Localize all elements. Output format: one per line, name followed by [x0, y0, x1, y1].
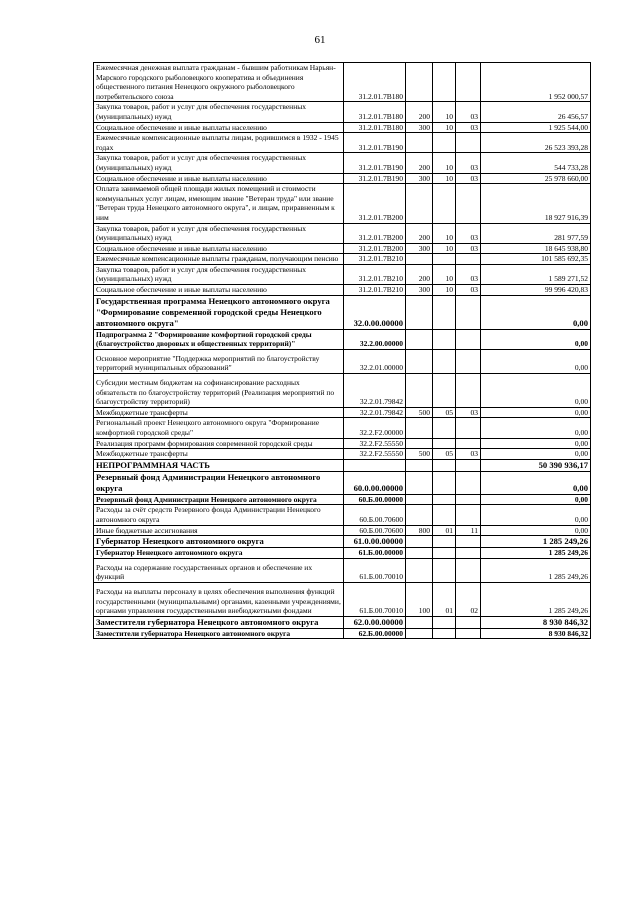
row-name: Социальное обеспечение и иные выплаты населению — [94, 285, 344, 296]
row-amount: 1 285 249,26 — [481, 548, 591, 559]
row-expense-type — [406, 628, 433, 639]
row-expense-type — [406, 494, 433, 505]
row-subsection: 03 — [456, 102, 481, 122]
table-row — [94, 548, 591, 559]
row-section — [433, 418, 456, 438]
row-subsection: 03 — [456, 243, 481, 254]
row-name: Заместители губернатора Ненецкого автономного округа — [94, 616, 344, 628]
row-section — [433, 184, 456, 223]
table-row — [94, 505, 591, 525]
row-amount: 0,00 — [481, 525, 591, 536]
row-expense-type — [406, 438, 433, 449]
row-code: 31.2.01.7В180 — [344, 122, 406, 133]
row-section: 10 — [433, 243, 456, 254]
page-number: 61 — [314, 34, 326, 46]
table-row — [94, 349, 591, 373]
row-amount: 1 952 000,57 — [481, 63, 591, 102]
row-amount: 0,00 — [481, 349, 591, 373]
row-section — [433, 548, 456, 559]
table-row — [94, 122, 591, 133]
row-code: 31.2.01.7В210 — [344, 254, 406, 265]
row-subsection — [456, 505, 481, 525]
row-section: 01 — [433, 525, 456, 536]
table-row — [94, 374, 591, 408]
row-code: 61.0.00.00000 — [344, 536, 406, 548]
row-expense-type: 300 — [406, 285, 433, 296]
table-row — [94, 254, 591, 265]
row-subsection — [456, 628, 481, 639]
row-section: 10 — [433, 153, 456, 173]
row-amount: 99 996 420,83 — [481, 285, 591, 296]
row-amount: 1 285 249,26 — [481, 536, 591, 548]
row-amount: 544 733,28 — [481, 153, 591, 173]
row-code: 32.2.F2.55550 — [344, 449, 406, 460]
row-subsection — [456, 374, 481, 408]
row-expense-type — [406, 63, 433, 102]
table-row — [94, 471, 591, 494]
row-section — [433, 494, 456, 505]
row-section: 01 — [433, 582, 456, 616]
row-amount: 0,00 — [481, 418, 591, 438]
row-name: Резервный фонд Администрации Ненецкого автономного округа — [94, 471, 344, 494]
table-row — [94, 153, 591, 173]
row-subsection — [456, 254, 481, 265]
row-expense-type — [406, 558, 433, 582]
row-section — [433, 438, 456, 449]
row-section — [433, 63, 456, 102]
row-name: Социальное обеспечение и иные выплаты населению — [94, 173, 344, 184]
row-section — [433, 616, 456, 628]
row-expense-type — [406, 536, 433, 548]
table-row — [94, 418, 591, 438]
row-name: Подпрограмма 2 "Формирование комфортной городской среды (благоустройство дворовых и общественных территорий)" — [94, 329, 344, 349]
row-name: Ежемесячная денежная выплата гражданам - бывшим работникам Нарьян-Марского городского рыболовецкого кооператива и объединения общественного питания Ненецкого окружного рыболовецкого потребительского союза — [94, 63, 344, 102]
row-code: 62.Б.00.00000 — [344, 628, 406, 639]
row-expense-type: 300 — [406, 243, 433, 254]
budget-table-body — [94, 63, 591, 639]
row-code: 61.Б.00.70010 — [344, 582, 406, 616]
row-subsection: 03 — [456, 173, 481, 184]
row-amount: 18 927 916,39 — [481, 184, 591, 223]
row-expense-type — [406, 459, 433, 471]
row-name: Иные бюджетные ассигнования — [94, 525, 344, 536]
table-row — [94, 264, 591, 284]
row-amount: 18 645 938,80 — [481, 243, 591, 254]
table-row — [94, 628, 591, 639]
row-name: Реализация программ формирования современной городской среды — [94, 438, 344, 449]
row-section: 10 — [433, 264, 456, 284]
row-code: 31.2.01.7В210 — [344, 285, 406, 296]
row-amount: 8 930 846,32 — [481, 628, 591, 639]
row-section: 05 — [433, 407, 456, 418]
row-section: 10 — [433, 122, 456, 133]
row-section — [433, 558, 456, 582]
row-subsection: 03 — [456, 223, 481, 243]
row-section — [433, 536, 456, 548]
row-subsection: 03 — [456, 449, 481, 460]
row-amount: 0,00 — [481, 471, 591, 494]
row-section — [433, 628, 456, 639]
table-row — [94, 407, 591, 418]
row-expense-type — [406, 133, 433, 153]
row-section — [433, 295, 456, 329]
row-code: 31.2.01.7В200 — [344, 223, 406, 243]
row-name: Расходы на содержание государственных органов и обеспечение их функций — [94, 558, 344, 582]
row-amount: 0,00 — [481, 295, 591, 329]
row-amount: 0,00 — [481, 449, 591, 460]
table-row — [94, 184, 591, 223]
row-subsection — [456, 536, 481, 548]
row-code: 32.2.01.79842 — [344, 407, 406, 418]
row-code: 31.2.01.7В200 — [344, 243, 406, 254]
row-amount: 1 589 271,52 — [481, 264, 591, 284]
table-row — [94, 438, 591, 449]
row-amount: 0,00 — [481, 329, 591, 349]
row-amount: 8 930 846,32 — [481, 616, 591, 628]
row-subsection — [456, 184, 481, 223]
row-subsection — [456, 133, 481, 153]
row-code: 32.2.00.00000 — [344, 329, 406, 349]
row-amount: 0,00 — [481, 407, 591, 418]
row-name: Расходы на выплаты персоналу в целях обеспечения выполнения функций государственными (муниципальными) органами, казенными учреждениями, органами управления государственными внебюджетными фондами — [94, 582, 344, 616]
row-code: 60.Б.00.70600 — [344, 525, 406, 536]
row-subsection: 03 — [456, 285, 481, 296]
row-code: 61.Б.00.00000 — [344, 548, 406, 559]
table-row — [94, 449, 591, 460]
budget-table — [93, 62, 591, 639]
row-subsection: 11 — [456, 525, 481, 536]
row-section: 10 — [433, 223, 456, 243]
row-expense-type: 100 — [406, 582, 433, 616]
row-code: 31.2.01.7В190 — [344, 173, 406, 184]
row-expense-type: 200 — [406, 264, 433, 284]
row-name: Заместители губернатора Ненецкого автономного округа — [94, 628, 344, 639]
row-expense-type — [406, 418, 433, 438]
row-section — [433, 133, 456, 153]
table-row — [94, 525, 591, 536]
row-section: 10 — [433, 285, 456, 296]
table-row — [94, 63, 591, 102]
table-row — [94, 582, 591, 616]
row-code: 31.2.01.7В190 — [344, 153, 406, 173]
row-expense-type — [406, 374, 433, 408]
row-amount: 26 456,57 — [481, 102, 591, 122]
table-row — [94, 295, 591, 329]
row-subsection — [456, 471, 481, 494]
row-code: 31.2.01.7В180 — [344, 63, 406, 102]
row-section: 10 — [433, 173, 456, 184]
row-name: Оплата занимаемой общей площади жилых помещений и стоимости коммунальных услуг лицам, имеющим звание "Ветеран труда" или звание "Ветеран труда Ненецкого автономного округа", и лицам, приравненным к ним — [94, 184, 344, 223]
row-code: 31.2.01.7В200 — [344, 184, 406, 223]
row-amount: 50 390 936,17 — [481, 459, 591, 471]
row-amount: 1 285 249,26 — [481, 558, 591, 582]
row-section — [433, 329, 456, 349]
row-code: 31.2.01.7В210 — [344, 264, 406, 284]
row-section: 10 — [433, 102, 456, 122]
row-subsection — [456, 548, 481, 559]
row-name: Ежемесячные компенсационные выплаты лицам, родившимся в 1932 - 1945 годах — [94, 133, 344, 153]
row-name: Региональный проект Ненецкого автономного округа "Формирование комфортной городской среды" — [94, 418, 344, 438]
row-name: НЕПРОГРАММНАЯ ЧАСТЬ — [94, 459, 344, 471]
row-amount: 26 523 393,28 — [481, 133, 591, 153]
row-code: 31.2.01.7В180 — [344, 102, 406, 122]
row-expense-type: 500 — [406, 407, 433, 418]
row-name: Межбюджетные трансферты — [94, 449, 344, 460]
row-subsection: 03 — [456, 264, 481, 284]
row-name: Социальное обеспечение и иные выплаты населению — [94, 243, 344, 254]
row-amount: 0,00 — [481, 438, 591, 449]
row-subsection: 03 — [456, 153, 481, 173]
row-code: 60.0.00.00000 — [344, 471, 406, 494]
table-row — [94, 285, 591, 296]
row-section: 05 — [433, 449, 456, 460]
row-subsection: 02 — [456, 582, 481, 616]
row-code: 62.0.00.00000 — [344, 616, 406, 628]
row-code: 60.Б.00.70600 — [344, 505, 406, 525]
row-name: Субсидии местным бюджетам на софинансирование расходных обязательств по благоустройству территорий (Реализация мероприятий по благоустройству территорий) — [94, 374, 344, 408]
row-section — [433, 471, 456, 494]
row-code: 32.2.01.00000 — [344, 349, 406, 373]
row-code: 31.2.01.7В190 — [344, 133, 406, 153]
table-row — [94, 243, 591, 254]
row-code: 32.2.F2.00000 — [344, 418, 406, 438]
row-code — [344, 459, 406, 471]
row-expense-type — [406, 616, 433, 628]
row-expense-type: 200 — [406, 153, 433, 173]
row-subsection — [456, 418, 481, 438]
row-code: 32.2.01.79842 — [344, 374, 406, 408]
row-name: Закупка товаров, работ и услуг для обеспечения государственных (муниципальных) нужд — [94, 223, 344, 243]
row-name: Закупка товаров, работ и услуг для обеспечения государственных (муниципальных) нужд — [94, 102, 344, 122]
row-expense-type — [406, 471, 433, 494]
row-expense-type: 800 — [406, 525, 433, 536]
row-amount: 0,00 — [481, 494, 591, 505]
table-row — [94, 558, 591, 582]
row-amount: 281 977,59 — [481, 223, 591, 243]
row-name: Губернатор Ненецкого автономного округа — [94, 536, 344, 548]
table-row — [94, 133, 591, 153]
row-name: Закупка товаров, работ и услуг для обеспечения государственных (муниципальных) нужд — [94, 264, 344, 284]
row-code: 60.Б.00.00000 — [344, 494, 406, 505]
row-expense-type: 500 — [406, 449, 433, 460]
row-subsection — [456, 349, 481, 373]
row-subsection — [456, 494, 481, 505]
row-amount: 0,00 — [481, 505, 591, 525]
row-name: Основное мероприятие "Поддержка мероприятий по благоустройству территорий муниципальных образований" — [94, 349, 344, 373]
row-expense-type — [406, 349, 433, 373]
row-section — [433, 505, 456, 525]
table-row — [94, 616, 591, 628]
row-name: Государственная программа Ненецкого автономного округа "Формирование современной городской среды Ненецкого автономного округа" — [94, 295, 344, 329]
row-code: 32.2.F2.55550 — [344, 438, 406, 449]
row-expense-type — [406, 548, 433, 559]
row-name: Межбюджетные трансферты — [94, 407, 344, 418]
row-amount: 1 925 544,00 — [481, 122, 591, 133]
table-row — [94, 173, 591, 184]
row-amount: 101 585 692,35 — [481, 254, 591, 265]
row-subsection — [456, 438, 481, 449]
row-expense-type — [406, 254, 433, 265]
table-row — [94, 329, 591, 349]
row-expense-type: 300 — [406, 122, 433, 133]
row-expense-type — [406, 295, 433, 329]
row-expense-type: 200 — [406, 223, 433, 243]
row-expense-type — [406, 184, 433, 223]
row-name: Социальное обеспечение и иные выплаты населению — [94, 122, 344, 133]
row-expense-type: 200 — [406, 102, 433, 122]
row-section — [433, 374, 456, 408]
row-subsection — [456, 558, 481, 582]
row-section — [433, 459, 456, 471]
row-name: Резервный фонд Администрации Ненецкого автономного округа — [94, 494, 344, 505]
row-expense-type — [406, 329, 433, 349]
table-row — [94, 223, 591, 243]
row-code: 32.0.00.00000 — [344, 295, 406, 329]
table-row — [94, 102, 591, 122]
row-subsection — [456, 295, 481, 329]
row-section — [433, 349, 456, 373]
row-name: Губернатор Ненецкого автономного округа — [94, 548, 344, 559]
row-code: 61.Б.00.70010 — [344, 558, 406, 582]
row-subsection: 03 — [456, 122, 481, 133]
row-subsection — [456, 616, 481, 628]
row-section — [433, 254, 456, 265]
table-row — [94, 536, 591, 548]
row-subsection — [456, 459, 481, 471]
row-name: Расходы за счёт средств Резервного фонда Администрации Ненецкого автономного округа — [94, 505, 344, 525]
table-row — [94, 494, 591, 505]
row-expense-type — [406, 505, 433, 525]
row-amount: 25 978 660,00 — [481, 173, 591, 184]
row-expense-type: 300 — [406, 173, 433, 184]
row-amount: 0,00 — [481, 374, 591, 408]
row-amount: 1 285 249,26 — [481, 582, 591, 616]
row-subsection: 03 — [456, 407, 481, 418]
row-subsection — [456, 329, 481, 349]
row-name: Закупка товаров, работ и услуг для обеспечения государственных (муниципальных) нужд — [94, 153, 344, 173]
row-subsection — [456, 63, 481, 102]
row-name: Ежемесячные компенсационные выплаты гражданам, получающим пенсию — [94, 254, 344, 265]
table-row — [94, 459, 591, 471]
